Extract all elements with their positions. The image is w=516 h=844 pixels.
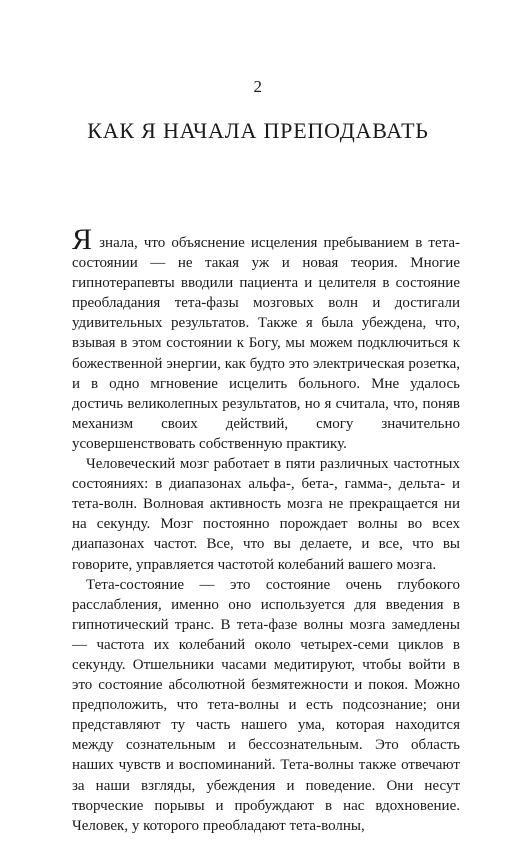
body-text [72, 223, 460, 836]
chapter-title: КАК Я НАЧАЛА ПРЕПОДАВАТЬ [87, 118, 429, 143]
drop-cap: Я [72, 223, 93, 256]
paragraph-1 [72, 223, 460, 454]
paragraph-1-text: знала, что объяснение исцеления пребыванием в тета-состоянии — не такая уж и новая теория. Многие гипнотерапевты вводили пациента и целителя в состояние преобладания тета-фазы мозговых волн и достигали удивительных результатов. Также я была убеждена, что, взывая в этом состоянии к Богу, мы можем подключиться к божественной энергии, как будто это электрическая розетка, и в одно мгновение исцелить больного. Мне удалось достичь великолепных результатов, но я считала, что, поняв механизм своих действий, смогу значительно усовершенствовать собственную практику. [72, 235, 460, 452]
paragraph-2: Человеческий мозг работает в пяти различных частотных состояниях: в диапазонах альфа-, бета-, гамма-, дельта- и тета-волн. Волновая активность мозга не прекращается ни на секунду. Мозг постоянно порождает волны во всех диапазонах частот. Все, что вы делаете, и все, что вы говорите, управляется частотой колебаний вашего мозга. [72, 456, 460, 573]
paragraph-3: Тета-состояние — это состояние очень глубокого расслабления, именно оно используется для введения в гипнотический транс. В тета-фазе волны мозга замедлены — частота их колебаний около четырех-семи циклов в секунду. Отшельники часами медитируют, чтобы войти в это состояние абсолютной безмятежности и покоя. Можно предположить, что тета-волны и есть подсознание; они представляют ту часть нашего ума, которая находится между сознательным и бессознательным. Это область наших чувств и воспоминаний. Тета-волны также отвечают за наши взгляды, убеждения и поведение. Они несут творческие порывы и пробуждают в нас вдохновение. Человек, у которого преобладают тета-волны, [72, 576, 460, 834]
chapter-number: 2 [253, 77, 263, 96]
